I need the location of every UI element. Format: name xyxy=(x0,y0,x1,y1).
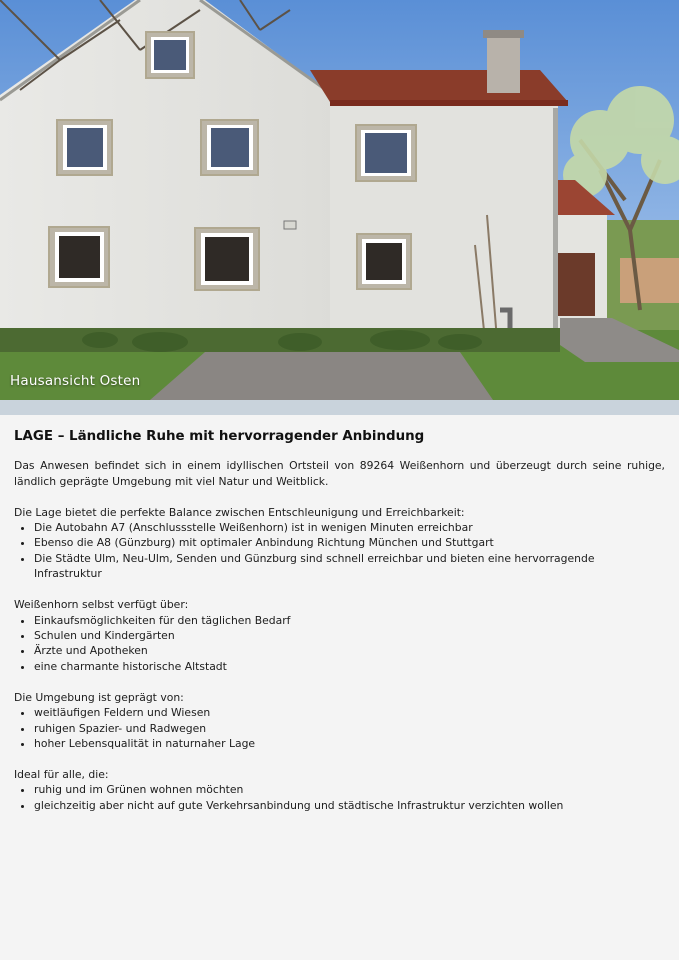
list-item: • Die Städte Ulm, Neu-Ulm, Senden und Günzburg sind schnell erreichbar und bieten eine hervorragende Infrastruktur xyxy=(34,551,665,582)
house-east-view-image xyxy=(0,0,679,400)
section-divider xyxy=(0,400,679,415)
accessibility-lead: Die Lage bietet die perfekte Balance zwischen Entschleunigung und Erreichbarkeit: xyxy=(14,505,465,519)
list-item: • Schulen und Kindergärten xyxy=(34,628,665,643)
amenities-lead: Weißenhorn selbst verfügt über: xyxy=(14,598,189,612)
list-item: • Ärzte und Apotheken xyxy=(34,643,665,658)
photo-caption: Hausansicht Osten xyxy=(10,373,141,389)
section-heading: LAGE – Ländliche Ruhe mit hervorragender Anbindung xyxy=(14,429,425,444)
ideal-for-list xyxy=(14,782,665,813)
list-item: • Die Autobahn A7 (Anschlussstelle Weißenhorn) ist in wenigen Minuten erreichbar xyxy=(34,520,665,535)
ideal-for-lead: Ideal für alle, die: xyxy=(14,767,109,781)
list-item: • ruhig und im Grünen wohnen möchten xyxy=(34,782,665,797)
list-item: • Ebenso die A8 (Günzburg) mit optimaler Anbindung Richtung München und Stuttgart xyxy=(34,535,665,550)
amenities-list xyxy=(14,613,665,675)
spacer xyxy=(14,582,665,598)
location-section xyxy=(14,429,665,813)
house-photo xyxy=(0,0,679,400)
list-item: • eine charmante historische Altstadt xyxy=(34,659,665,674)
list-item: • ruhigen Spazier- und Radwegen xyxy=(34,721,665,736)
surroundings-list xyxy=(14,705,665,751)
surroundings-lead: Die Umgebung ist geprägt von: xyxy=(14,690,184,704)
list-item: • gleichzeitig aber nicht auf gute Verkehrsanbindung und städtische Infrastruktur verzichten wollen xyxy=(34,798,665,813)
list-item: • Einkaufsmöglichkeiten für den täglichen Bedarf xyxy=(34,613,665,628)
intro-paragraph: Das Anwesen befindet sich in einem idyllischen Ortsteil von 89264 Weißenhorn und überzeugt durch seine ruhige, ländlich geprägte Umgebung mit viel Natur und Weitblick. xyxy=(14,459,665,488)
list-item: • hoher Lebensqualität in naturnaher Lage xyxy=(34,736,665,751)
spacer xyxy=(14,751,665,767)
accessibility-list xyxy=(14,520,665,582)
spacer xyxy=(14,674,665,690)
list-item: • weitläufigen Feldern und Wiesen xyxy=(34,705,665,720)
spacer xyxy=(14,489,665,505)
